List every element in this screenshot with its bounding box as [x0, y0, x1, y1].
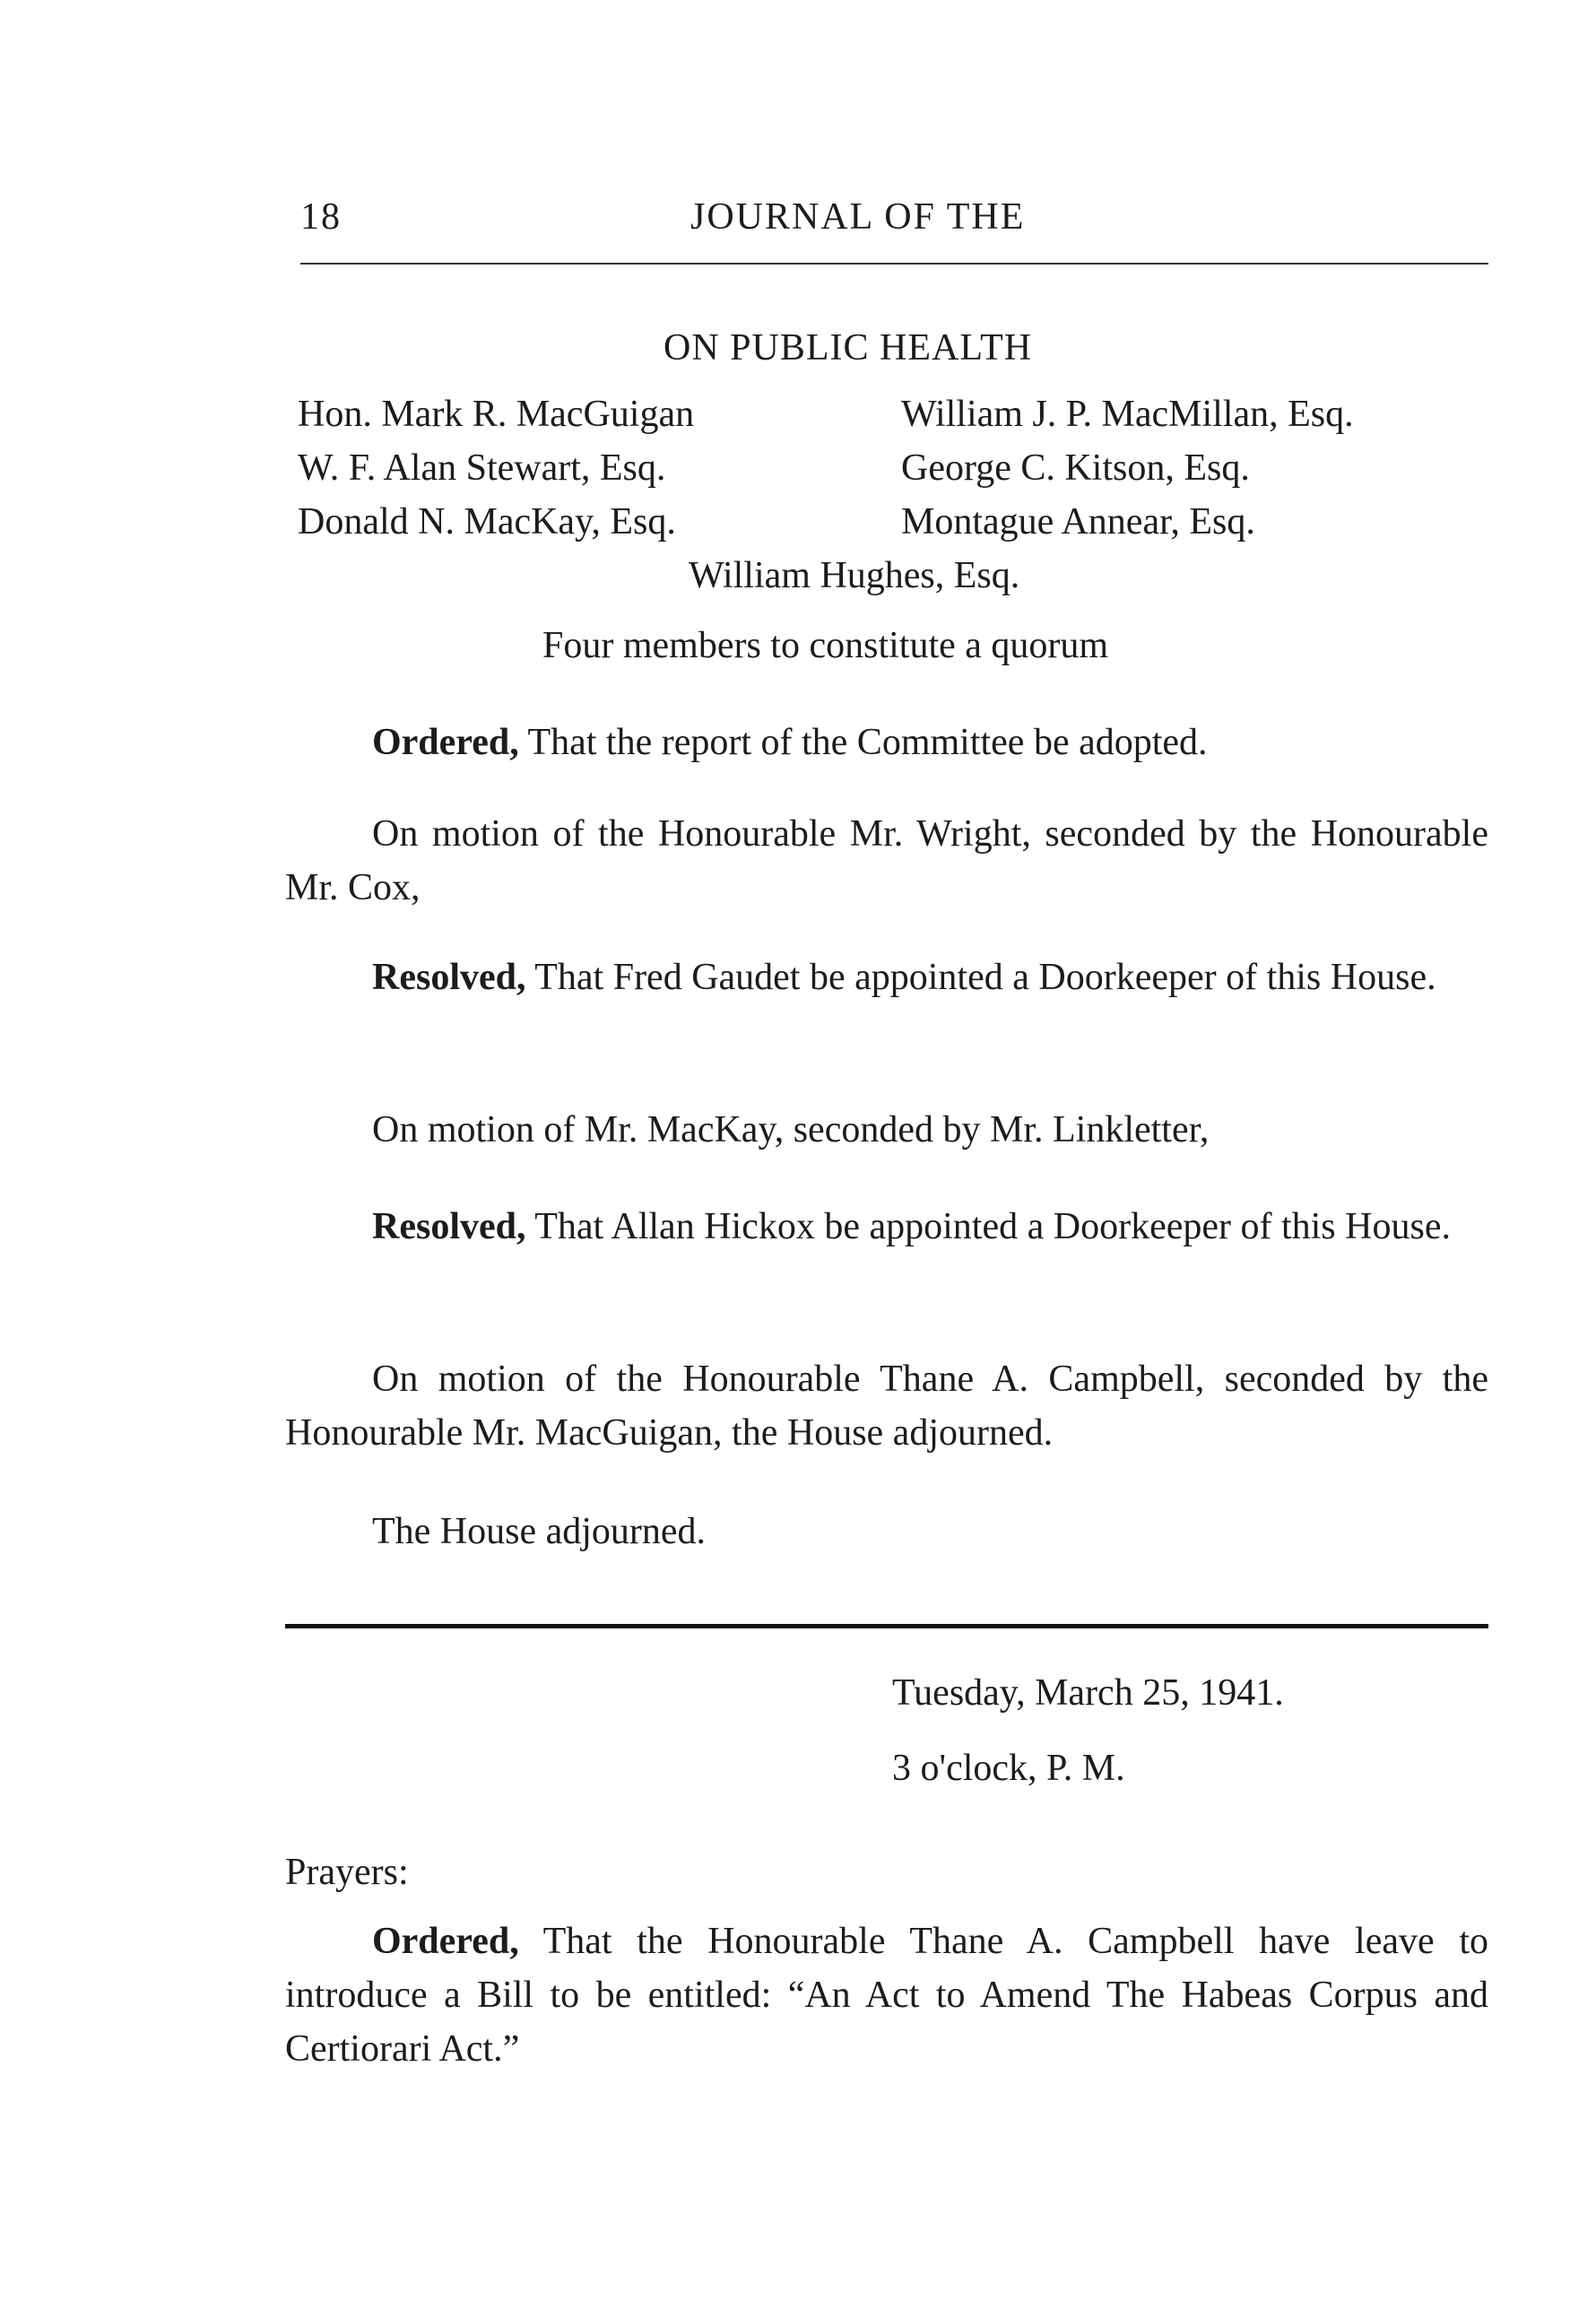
- member-right-1: William J. P. MacMillan, Esq.: [901, 394, 1354, 435]
- resolved-label: Resolved,: [372, 957, 526, 998]
- sitting-date: Tuesday, March 25, 1941.: [892, 1672, 1284, 1714]
- paragraph-resolved-hickox: [285, 1200, 1488, 1254]
- paragraph-text: That Allan Hickox be appointed a Doorkeeper of this House.: [525, 1206, 1451, 1247]
- paragraph-text: That the Honourable Thane A. Campbell have leave to introduce a Bill to be entitled: “An Act to Amend The Habeas Corpus and Certiorari Act.”: [285, 1921, 1488, 2070]
- committee-title: ON PUBLIC HEALTH: [664, 327, 1033, 369]
- resolved-label: Resolved,: [372, 1206, 526, 1247]
- member-last: William Hughes, Esq.: [689, 555, 1020, 596]
- section-divider: [285, 1624, 1488, 1628]
- header-rule: [300, 263, 1488, 265]
- paragraph-motion-wright: On motion of the Honourable Mr. Wright, seconded by the Honourable Mr. Cox,: [285, 813, 1488, 908]
- member-right-2: George C. Kitson, Esq.: [901, 447, 1250, 489]
- prayers-label: Prayers:: [285, 1852, 409, 1893]
- paragraph-motion-mackay: On motion of Mr. MacKay, seconded by Mr. Linkletter,: [372, 1109, 1210, 1150]
- paragraph-text: That the report of the Committee be adopted.: [518, 722, 1208, 763]
- paragraph-house-adjourned: The House adjourned.: [372, 1511, 707, 1552]
- sitting-time: 3 o'clock, P. M.: [892, 1748, 1125, 1789]
- ordered-label: Ordered,: [372, 1921, 519, 1962]
- ordered-label: Ordered,: [372, 722, 519, 763]
- paragraph-motion-adjourn: On motion of the Honourable Thane A. Campbell, seconded by the Honourable Mr. MacGuigan, the House adjourned.: [285, 1359, 1488, 1454]
- member-left-2: W. F. Alan Stewart, Esq.: [298, 447, 666, 489]
- page-number: 18: [300, 196, 342, 238]
- member-right-3: Montague Annear, Esq.: [901, 501, 1255, 543]
- paragraph-ordered-bill: [285, 1914, 1488, 2076]
- paragraph-text: That Fred Gaudet be appointed a Doorkeeper of this House.: [525, 957, 1436, 998]
- quorum-note: Four members to constitute a quorum: [542, 625, 1109, 666]
- paragraph-ordered-report: [285, 716, 1488, 769]
- running-title: JOURNAL OF THE: [690, 196, 1026, 238]
- paragraph-resolved-gaudet: [285, 951, 1488, 1004]
- member-left-1: Hon. Mark R. MacGuigan: [298, 394, 695, 435]
- member-left-3: Donald N. MacKay, Esq.: [298, 501, 676, 543]
